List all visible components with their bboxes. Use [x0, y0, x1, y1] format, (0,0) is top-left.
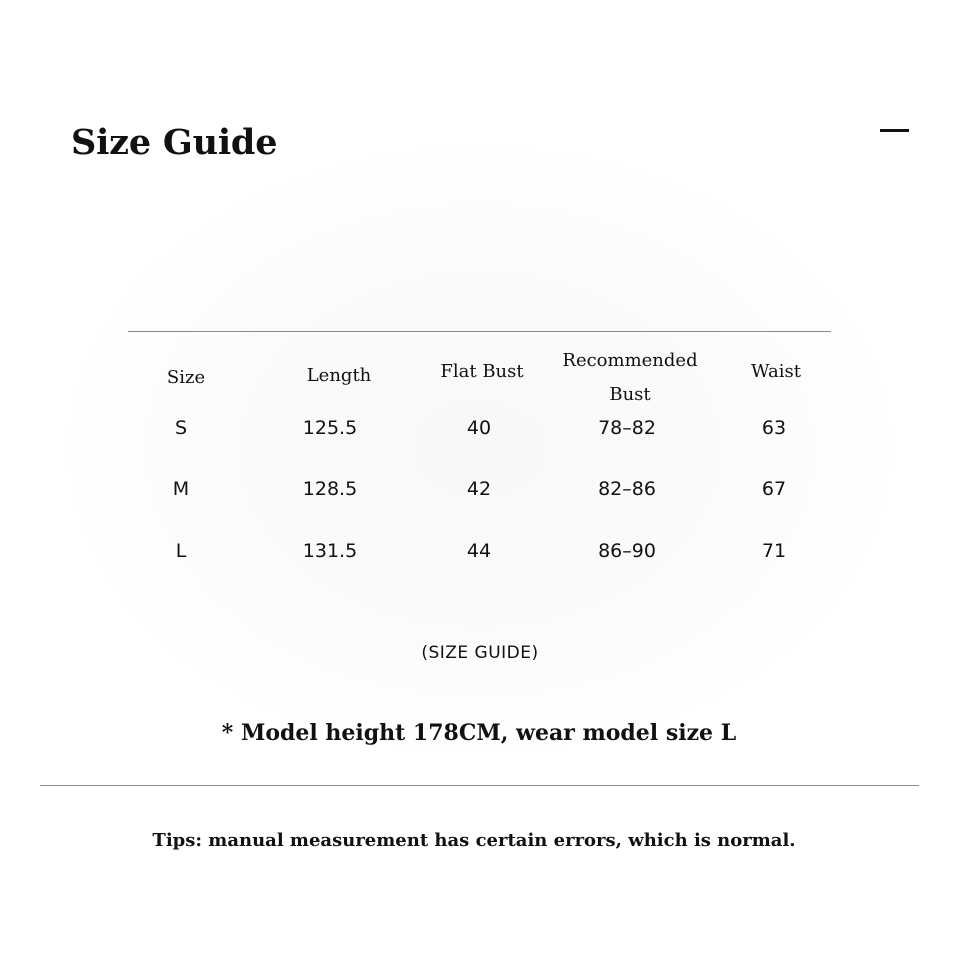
background-glow [60, 140, 900, 760]
cell-recommended-bust: 82–86 [598, 478, 656, 500]
header-size: Size [166, 367, 206, 388]
cell-length: 125.5 [302, 417, 358, 439]
bottom-divider [40, 785, 919, 786]
table-top-divider [128, 331, 831, 332]
header-recommended-bust: Recommended Bust [562, 350, 698, 405]
cell-recommended-bust: 78–82 [598, 417, 656, 439]
model-note: * Model height 178CM, wear model size L [221, 720, 737, 746]
header-length: Length [306, 365, 372, 386]
cell-recommended-bust: 86–90 [598, 540, 656, 562]
table-caption: (SIZE GUIDE) [421, 643, 539, 663]
cell-waist: 71 [761, 540, 787, 562]
tips-text: Tips: manual measurement has certain errors, which is normal. [152, 830, 796, 851]
cell-waist: 63 [761, 417, 787, 439]
cell-flat-bust: 40 [466, 417, 492, 439]
cell-length: 128.5 [302, 478, 358, 500]
cell-length: 131.5 [302, 540, 358, 562]
cell-size: L [175, 540, 187, 562]
header-flat-bust: Flat Bust [440, 361, 524, 382]
cell-size: S [174, 417, 188, 439]
cell-size: M [172, 478, 190, 500]
page-title: Size Guide [71, 122, 278, 163]
cell-waist: 67 [761, 478, 787, 500]
cell-flat-bust: 42 [466, 478, 492, 500]
header-waist: Waist [751, 361, 801, 382]
minus-icon[interactable] [880, 129, 909, 132]
cell-flat-bust: 44 [466, 540, 492, 562]
